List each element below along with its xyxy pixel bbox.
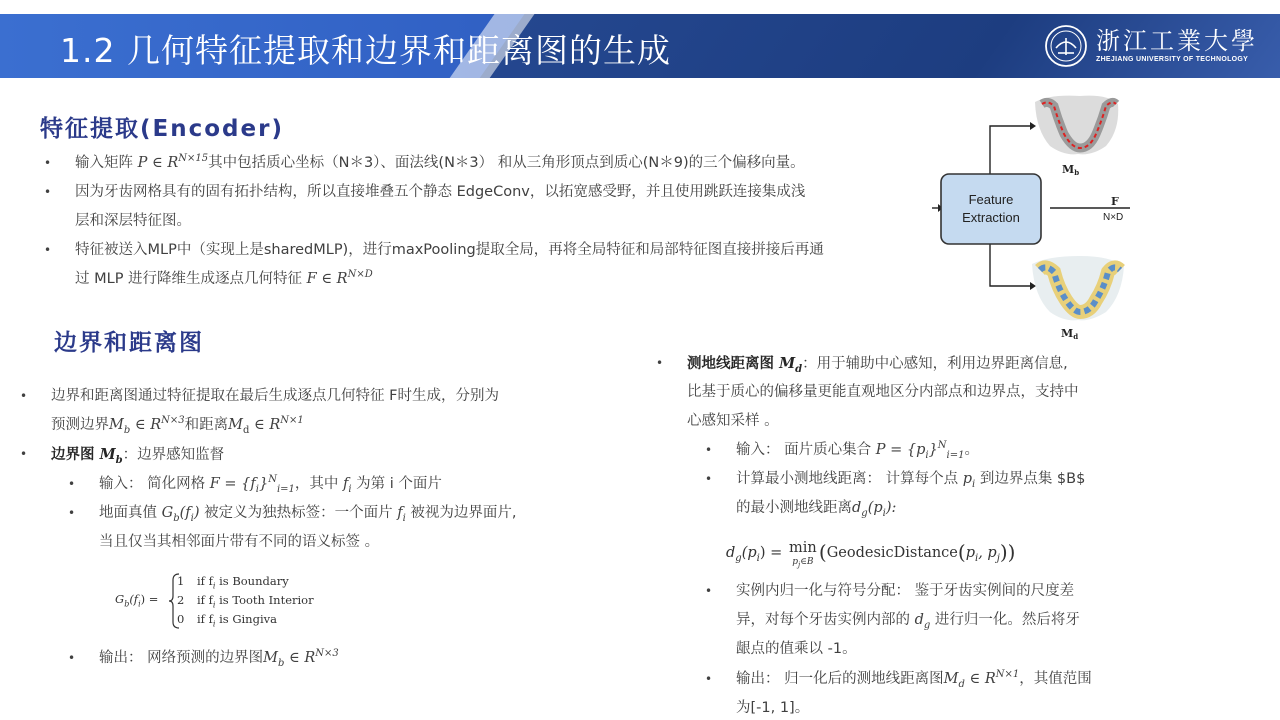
- groundtruth-formula: $G_b(f_i)$ = 1 if $f_i$ is Boundary 2 if $f_i$ is Tooth Interior 0 if $f_i$ is Gingiva: [115, 574, 314, 629]
- bullet-dot: •: [20, 447, 28, 461]
- formula-case: 2 if $f_i$ is Tooth Interior: [177, 593, 314, 610]
- bullet-dot: •: [705, 443, 713, 457]
- bullet-dot: •: [44, 243, 52, 257]
- bullet-dot: •: [44, 185, 52, 199]
- bullet-dot: •: [705, 472, 713, 486]
- box-label-line2: Extraction: [962, 210, 1020, 225]
- bullet-dot: •: [20, 389, 28, 403]
- logo-english-name: ZHEJIANG UNIVERSITY OF TECHNOLOGY: [1096, 56, 1249, 63]
- university-emblem-icon: [1044, 24, 1088, 68]
- header-banner: [0, 14, 1280, 78]
- geodesic-equation: $d_g(p_i) = \min$ $p_j\in B$ ($GeodesicDistance(p_i$, $p_j$)): [726, 540, 1016, 569]
- boundary-map-image: [1035, 96, 1118, 155]
- bullet-dot: •: [656, 356, 664, 370]
- university-logo: [1044, 22, 1258, 70]
- arrow-to-distance: [990, 244, 1030, 286]
- bullet-dot: •: [705, 584, 713, 598]
- slide-title: 1.2 几何特征提取和边界和距离图的生成: [60, 31, 671, 70]
- bullet-dot: •: [68, 506, 76, 520]
- arrow-to-boundary: [990, 126, 1030, 174]
- bullet-dot: •: [68, 651, 76, 665]
- bullet-dot: •: [705, 672, 713, 686]
- feature-extraction-diagram: [930, 90, 1130, 345]
- feature-section-title: 特征提取(Encoder): [40, 116, 284, 142]
- output-dim-label: N×D: [1103, 212, 1124, 223]
- formula-case: 0 if $f_i$ is Gingiva: [177, 612, 277, 629]
- formula-cases: [177, 572, 314, 629]
- output-f-label: F: [1111, 195, 1119, 208]
- logo-chinese-name: 浙江工業大學: [1096, 27, 1258, 55]
- diagram-mb-label: Mb: [1062, 163, 1080, 177]
- math-p-in-r: P ∈ R: [137, 155, 179, 171]
- formula-case: 1 if $f_i$ is Boundary: [177, 574, 289, 591]
- boundary-section-title: 边界和距离图: [54, 330, 204, 356]
- math-f-in-r: F ∈ R: [306, 271, 348, 287]
- feature-extraction-box: [941, 174, 1041, 244]
- bullet-dot: •: [44, 156, 52, 170]
- box-label-line1: Feature: [968, 192, 1014, 207]
- diagram-md-label: Md: [1061, 327, 1079, 341]
- min-operator: min $p_j\in B$: [789, 540, 817, 569]
- bullet-dot: •: [68, 477, 76, 491]
- distance-map-image: [1032, 256, 1124, 320]
